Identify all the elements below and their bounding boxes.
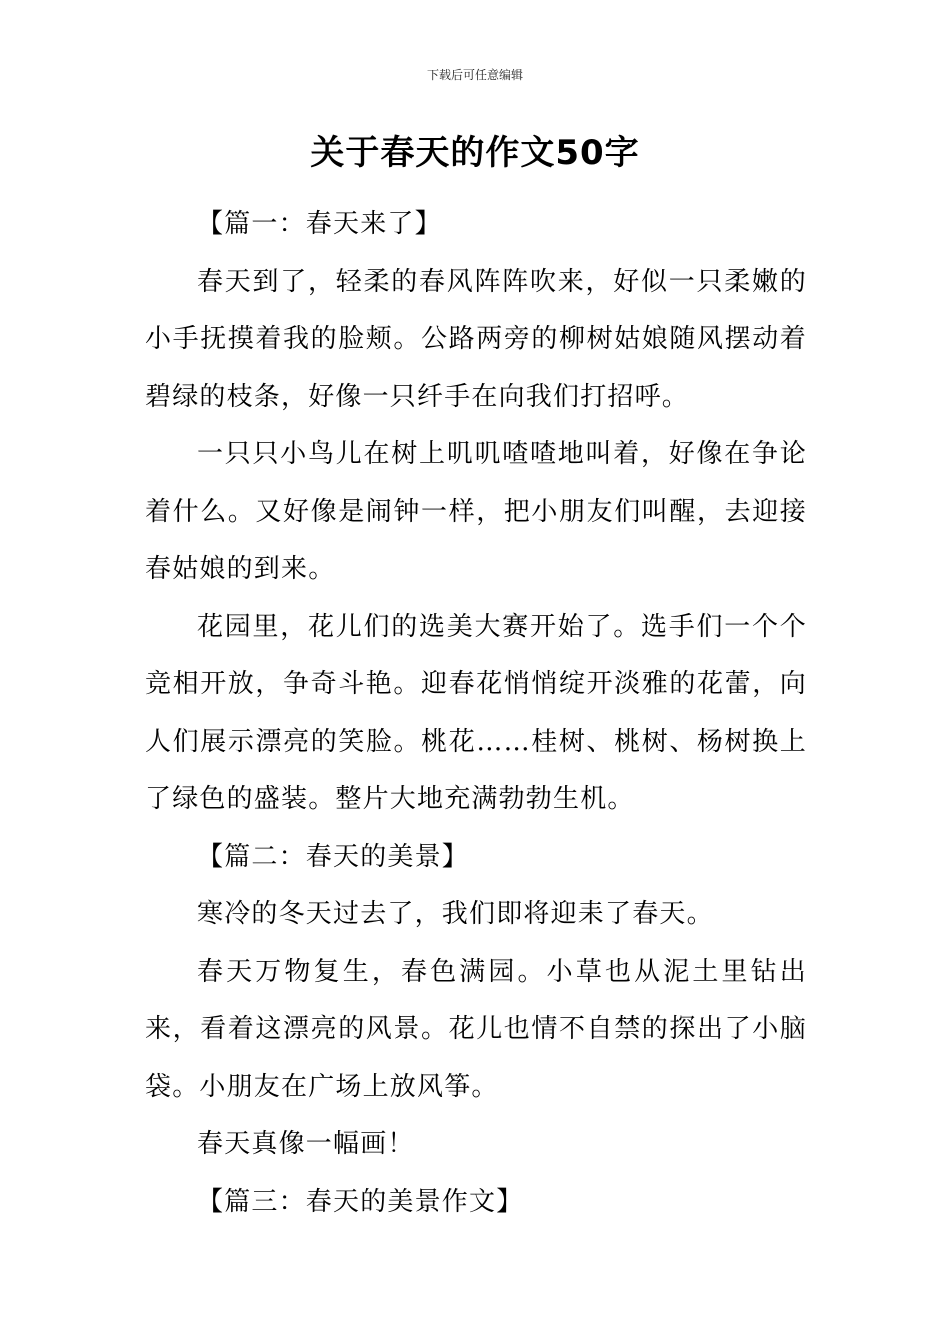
page-title: 关于春天的作文50字 — [310, 133, 640, 173]
section-heading-1: 【篇一：春天来了】 — [197, 209, 442, 239]
paragraph: 花园里，花儿们的选美大赛开始了。选手们一个个竞相开放，争奇斗艳。迎春花悄悄绽开淡雅的花蕾，向人们展示漂亮的笑脸。桃花……桂树、桃树、杨树换上了绿色的盛装。整片大地充满勃勃生机。 — [145, 611, 807, 814]
paragraph: 寒冷的冬天过去了，我们即将迎耒了春天。 — [197, 899, 714, 929]
paragraph: 春天到了，轻柔的春风阵阵吹来，好似一只柔嫩的小手抚摸着我的脸颊。公路两旁的柳树姑娘随风摆动着碧绿的枝条，好像一只纤手在向我们打招呼。 — [145, 266, 807, 412]
section-heading-2: 【篇二：春天的美景】 — [197, 841, 470, 872]
paragraph: 一只只小鸟儿在树上叽叽喳喳地叫着，好像在争论着什么。又好像是闹钟一样，把小朋友们叫醒，去迎接春姑娘的到来。 — [145, 439, 807, 584]
paragraph: 春天万物复生，春色满园。小草也从泥土里钻出来，看着这漂亮的风景。花儿也情不自禁的探出了小脑袋。小朋友在广场上放风筝。 — [145, 956, 807, 1102]
header-note: 下载后可任意编辑 — [426, 68, 523, 82]
article-body — [145, 196, 807, 1231]
paragraph: 春天真像一幅画！ — [197, 1129, 415, 1159]
section-heading-3: 【篇三：春天的美景作文】 — [197, 1186, 524, 1217]
